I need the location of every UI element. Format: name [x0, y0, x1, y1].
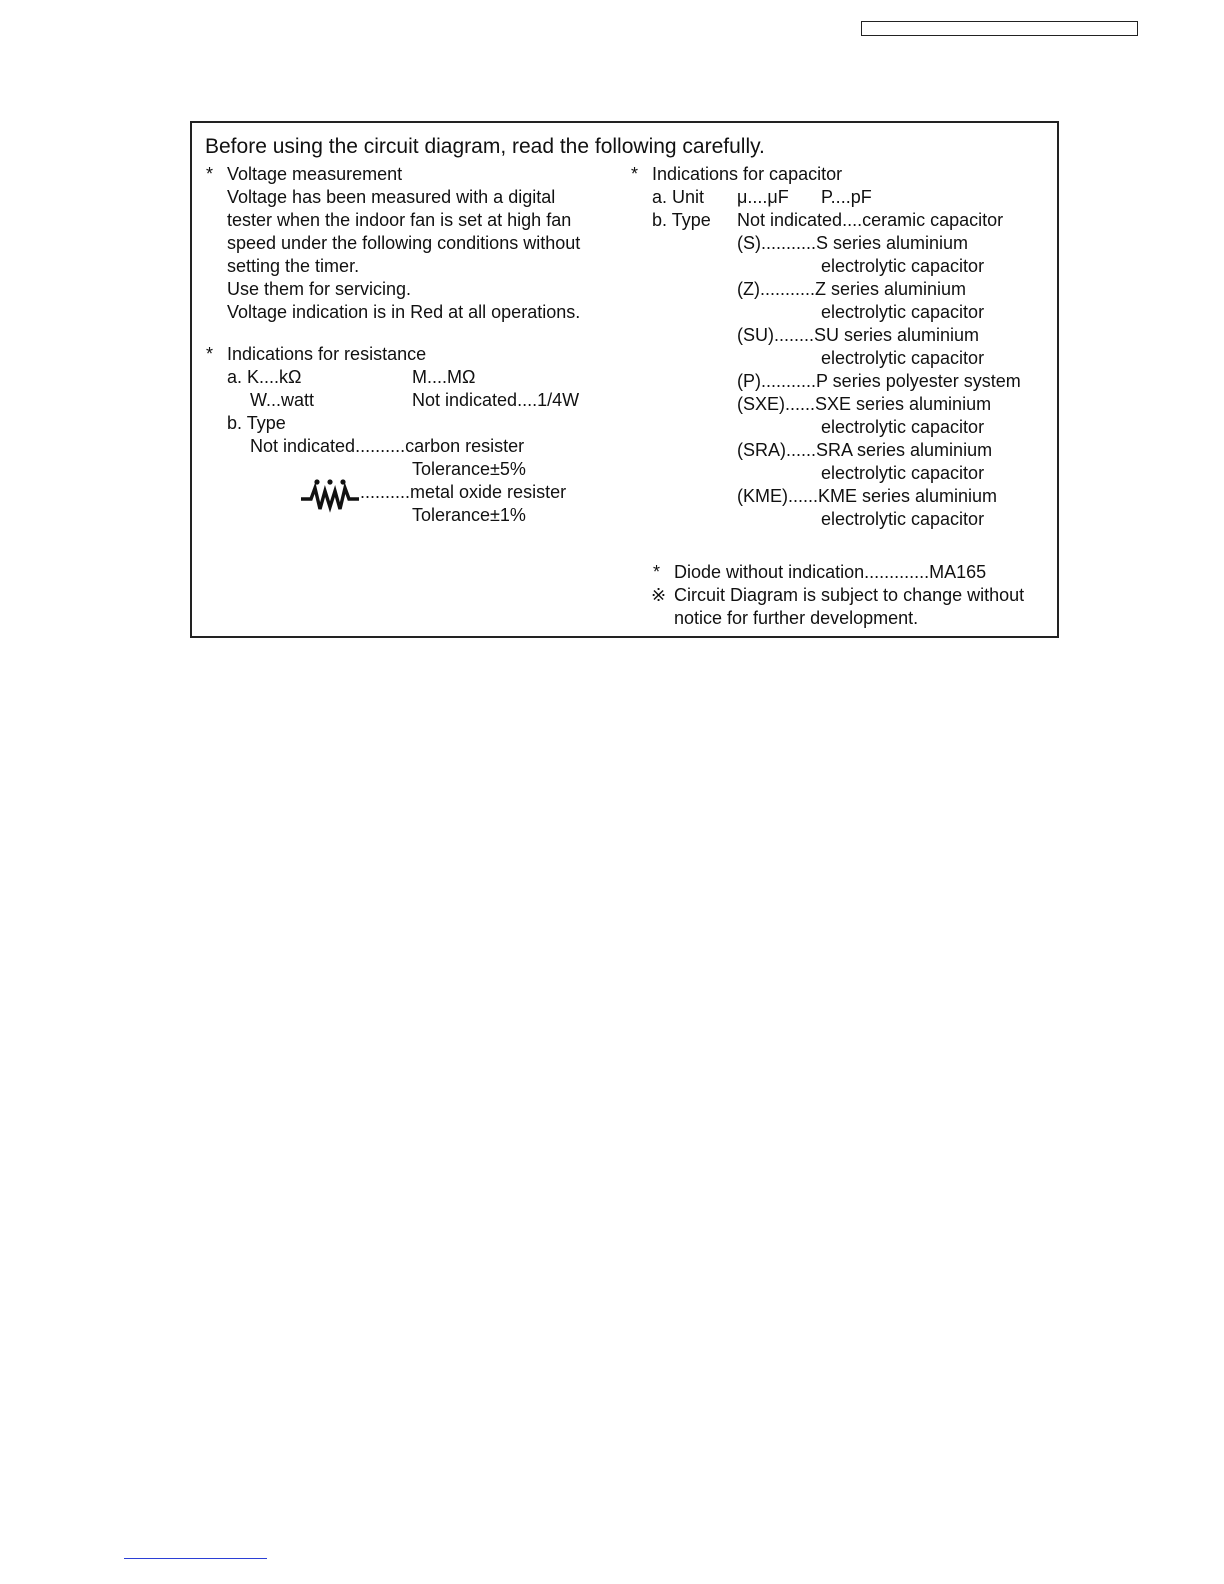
capacitor-s-series-cont: electrolytic capacitor	[821, 256, 985, 276]
capacitor-su-series: (SU)........SU series aluminium	[737, 325, 980, 345]
capacitor-kme-series-cont: electrolytic capacitor	[821, 509, 985, 529]
capacitor-heading: Indications for capacitor	[652, 164, 843, 184]
capacitor-kme-series: (KME)......KME series aluminium	[737, 486, 998, 506]
capacitor-sxe-series-cont: electrolytic capacitor	[821, 417, 985, 437]
capacitor-sxe-series: (SXE)......SXE series aluminium	[737, 394, 992, 414]
resistance-tolerance-1: Tolerance±1%	[412, 505, 526, 525]
voltage-heading: Voltage measurement	[227, 164, 403, 184]
diode-note: Diode without indication.............MA165	[674, 562, 987, 582]
capacitor-su-series-cont: electrolytic capacitor	[821, 348, 985, 368]
voltage-line: Voltage indication is in Red at all operations.	[227, 302, 581, 322]
resistance-unit-m: M....MΩ	[412, 367, 476, 387]
capacitor-type-default: Not indicated....ceramic capacitor	[737, 210, 1004, 230]
metal-oxide-resistor-icon	[300, 478, 360, 514]
voltage-line: Use them for servicing.	[227, 279, 412, 299]
resistance-heading: Indications for resistance	[227, 344, 427, 364]
voltage-line: speed under the following conditions without	[227, 233, 581, 253]
voltage-line: Voltage has been measured with a digital	[227, 187, 556, 207]
resistance-unit-k: a. K....kΩ	[227, 367, 302, 387]
capacitor-z-series: (Z)...........Z series aluminium	[737, 279, 967, 299]
capacitor-unit-label: a. Unit	[652, 187, 705, 207]
change-notice-bullet: ※	[651, 585, 667, 605]
resistance-carbon: Not indicated..........carbon resister	[250, 436, 525, 456]
voltage-bullet: *	[206, 164, 214, 184]
footer-link[interactable]	[124, 1558, 267, 1559]
capacitor-sra-series-cont: electrolytic capacitor	[821, 463, 985, 483]
header-box	[861, 21, 1138, 36]
capacitor-s-series: (S)...........S series aluminium	[737, 233, 969, 253]
voltage-line: setting the timer.	[227, 256, 360, 276]
resistance-type-label: b. Type	[227, 413, 286, 433]
capacitor-p-series: (P)...........P series polyester system	[737, 371, 1021, 391]
capacitor-sra-series: (SRA)......SRA series aluminium	[737, 440, 993, 460]
capacitor-z-series-cont: electrolytic capacitor	[821, 302, 985, 322]
capacitor-unit-pico: P....pF	[821, 187, 872, 207]
voltage-line: tester when the indoor fan is set at high fan	[227, 210, 572, 230]
capacitor-unit-micro: μ....μF	[737, 187, 789, 207]
resistance-default-wattage: Not indicated....1/4W	[412, 390, 580, 410]
diode-bullet: *	[653, 562, 661, 582]
resistance-tolerance-5: Tolerance±5%	[412, 459, 526, 479]
capacitor-type-label: b. Type	[652, 210, 711, 230]
notice-title: Before using the circuit diagram, read the following carefully.	[205, 135, 765, 158]
capacitor-bullet: *	[631, 164, 639, 184]
resistance-metal-oxide: ..........metal oxide resister	[360, 482, 567, 502]
change-notice-line: notice for further development.	[674, 608, 919, 628]
resistance-unit-w: W...watt	[250, 390, 315, 410]
resistance-bullet: *	[206, 344, 214, 364]
change-notice-line: Circuit Diagram is subject to change without	[674, 585, 1025, 605]
